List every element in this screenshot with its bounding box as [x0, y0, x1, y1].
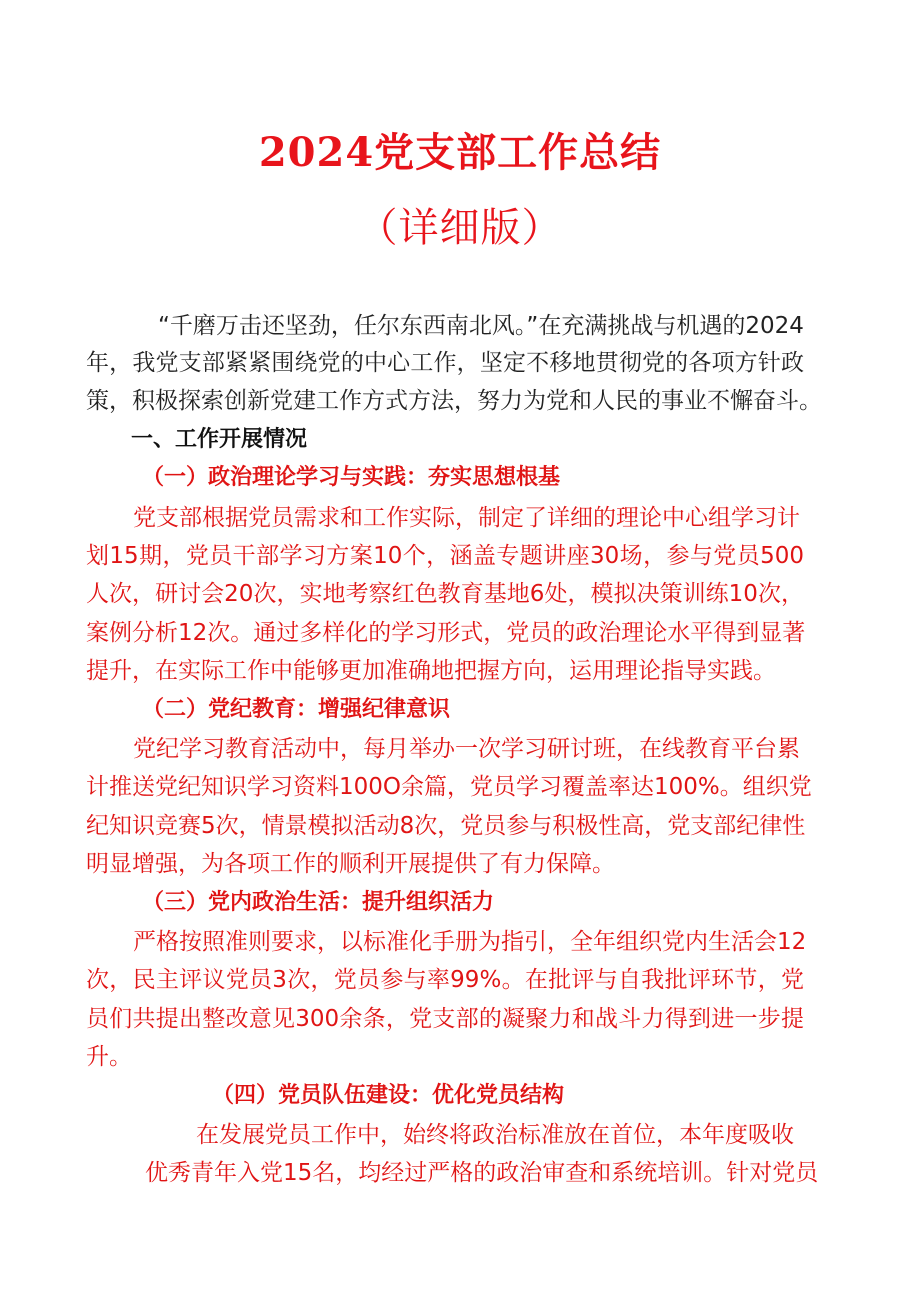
sub1-line-2: 划15期，党员干部学习方案10个，涵盖专题讲座30场，参与党员500	[86, 543, 804, 569]
sub1-line-4: 案例分析12次。通过多样化的学习形式，党员的政治理论水平得到显著	[86, 620, 806, 646]
subsection-3-heading: （三）党内政治生活：提升组织活力	[142, 890, 495, 915]
sub4-line-2: 优秀青年入党15名，均经过严格的政治审查和系统培训。针对党员	[145, 1160, 819, 1186]
sub1-line-3: 人次，研讨会20次，实地考察红色教育基地6处，模拟决策训练10次，	[86, 581, 804, 607]
sub2-line-2: 计推送党纪知识学习资料100O余篇，党员学习覆盖率达100%。组织党	[86, 774, 812, 800]
sub2-line-4: 明显增强，为各项工作的顺利开展提供了有力保障。	[86, 851, 615, 877]
intro-line-2: 年，我党支部紧紧围绕党的中心工作，坚定不移地贯彻党的各项方针政	[86, 350, 804, 376]
document-subtitle: （详细版）	[357, 205, 563, 251]
sub1-line-5: 提升，在实际工作中能够更加准确地把握方向，运用理论指导实践。	[86, 658, 776, 684]
sub4-line-1: 在发展党员工作中，始终将政治标准放在首位，本年度吸收	[196, 1122, 794, 1148]
section-heading: 一、工作开展情况	[131, 427, 308, 452]
sub3-line-1: 严格按照准则要求，以标准化手册为指引，全年组织党内生活会12	[133, 929, 807, 955]
sub2-line-3: 纪知识竞赛5次，情景模拟活动8次，党员参与积极性高，党支部纪律性	[86, 813, 806, 839]
sub3-line-2: 次，民主评议党员3次，党员参与率99%。在批评与自我批评环节，党	[86, 967, 804, 993]
sub1-line-1: 党支部根据党员需求和工作实际，制定了详细的理论中心组学习计	[133, 505, 800, 531]
intro-line-3: 策，积极探索创新党建工作方式方法，努力为党和人民的事业不懈奋斗。	[86, 388, 822, 414]
subsection-1-heading: （一）政治理论学习与实践：夯实思想根基	[142, 465, 561, 490]
sub3-line-4: 升。	[86, 1044, 132, 1070]
intro-line-1: “千磨万击还坚劲，任尔东西南北风。”在充满挑战与机遇的2024	[158, 313, 804, 339]
sub2-line-1: 党纪学习教育活动中，每月举办一次学习研讨班，在线教育平台累	[133, 736, 800, 762]
sub3-line-3: 员们共提出整改意见300余条，党支部的凝聚力和战斗力得到进一步提	[86, 1006, 804, 1032]
subsection-2-heading: （二）党纪教育：增强纪律意识	[142, 697, 451, 722]
subsection-4-heading: （四）党员队伍建设：优化党员结构	[212, 1083, 565, 1108]
document-title: 2024党支部工作总结	[258, 129, 662, 176]
